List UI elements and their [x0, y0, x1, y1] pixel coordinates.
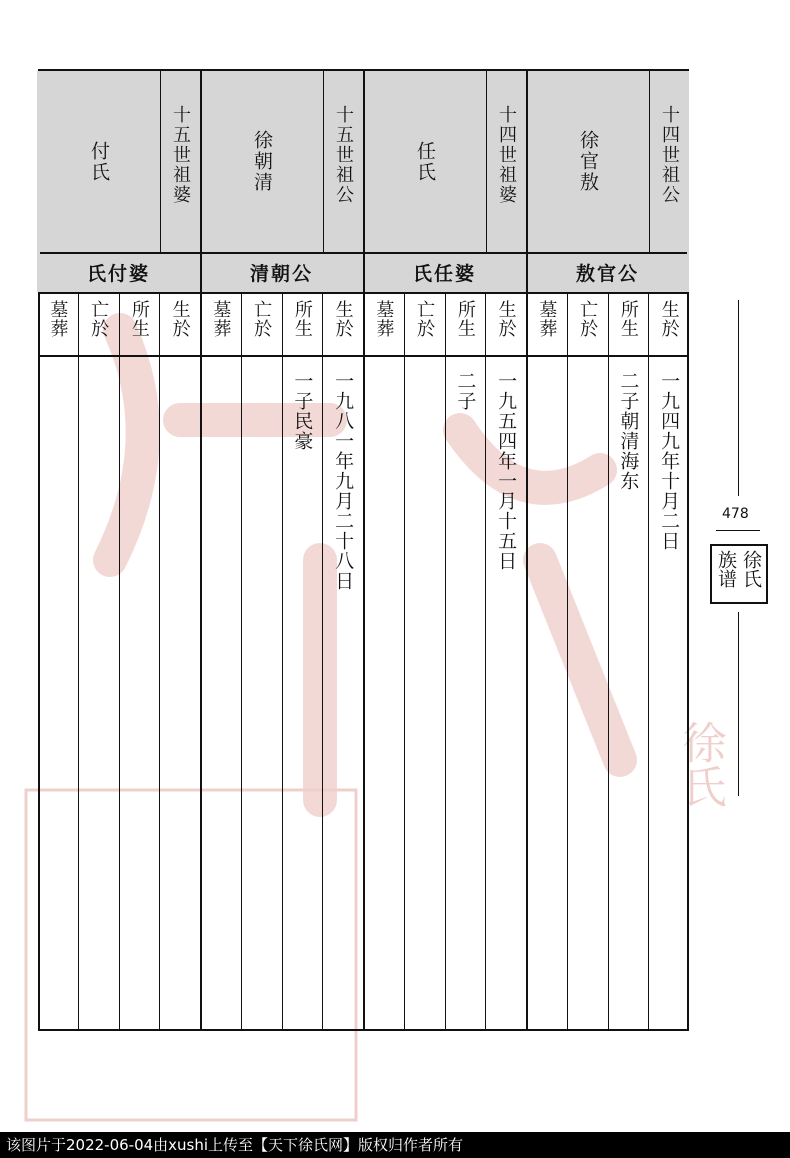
section-title: 氏付婆 [86, 262, 150, 285]
person-name: 徐朝清 [251, 130, 273, 193]
field-label-cell [445, 292, 486, 355]
field-value-cell [363, 355, 404, 1031]
header-divider [486, 71, 487, 252]
field-label: 所生 [291, 300, 313, 338]
field-divider [404, 292, 405, 1031]
generation-label: 十四世祖公 [659, 105, 680, 205]
field-label: 亡於 [88, 300, 110, 338]
field-label-cell [241, 292, 282, 355]
field-divider [567, 292, 568, 1031]
field-value-cell [445, 355, 486, 1031]
person-name: 徐官敖 [577, 130, 599, 193]
row-divider [40, 292, 687, 294]
field-value: 二子朝清海东 [617, 371, 640, 491]
field-value-cell [282, 355, 323, 1031]
generation-label: 十四世祖婆 [496, 105, 517, 205]
field-value-cell [159, 355, 200, 1031]
section-title-cell [526, 252, 689, 292]
field-value-cell [200, 355, 241, 1031]
field-label: 所生 [128, 300, 150, 338]
section-title: 清朝公 [249, 262, 313, 285]
row-divider [40, 252, 687, 254]
generation-label: 十五世祖公 [333, 105, 354, 205]
field-divider [608, 292, 609, 1031]
field-label-cell [526, 292, 567, 355]
field-label-cell [200, 292, 241, 355]
person-name-cell [363, 71, 486, 252]
person-name-cell [526, 71, 649, 252]
field-value-cell [119, 355, 160, 1031]
generation-cell [323, 71, 363, 252]
field-value: 二子 [454, 371, 477, 411]
person-name-cell [37, 71, 160, 252]
seal-text-left: 族谱 [715, 550, 737, 588]
side-rule-top [738, 300, 739, 496]
field-label: 墓葬 [210, 300, 232, 338]
generation-label: 十五世祖婆 [170, 105, 191, 205]
generation-cell [486, 71, 526, 252]
field-value: 一子民豪 [291, 371, 314, 451]
field-value-cell [567, 355, 608, 1031]
header-divider [649, 71, 650, 252]
field-divider [648, 292, 649, 1031]
field-value-cell [648, 355, 689, 1031]
field-label: 墓葬 [373, 300, 395, 338]
field-value-cell [78, 355, 119, 1031]
header-divider [160, 71, 161, 252]
person-name-cell [200, 71, 323, 252]
field-label: 亡於 [414, 300, 436, 338]
side-rule-mid [716, 530, 760, 531]
upload-footer: 该图片于2022-06-04由xushi上传至【天下徐氏网】版权归作者所有 [0, 1132, 790, 1158]
field-value: 一九四九年十月二日 [658, 371, 681, 551]
field-value-cell [404, 355, 445, 1031]
field-label-cell [567, 292, 608, 355]
field-label: 亡於 [577, 300, 599, 338]
field-label: 生於 [495, 300, 517, 338]
field-label-cell [282, 292, 323, 355]
section-title-cell [37, 252, 200, 292]
field-divider [485, 292, 486, 1031]
column-divider [363, 71, 365, 1031]
person-name: 任氏 [414, 140, 436, 183]
field-label-cell [78, 292, 119, 355]
field-divider [282, 292, 283, 1031]
section-title-cell [363, 252, 526, 292]
field-divider [445, 292, 446, 1031]
watermark-text: 徐氏 [674, 720, 726, 808]
page-number: 478 [722, 506, 749, 522]
clan-seal [710, 544, 768, 604]
seal-text-right: 徐氏 [740, 550, 762, 588]
field-label: 生於 [658, 300, 680, 338]
field-divider [241, 292, 242, 1031]
field-label: 墓葬 [536, 300, 558, 338]
field-divider [119, 292, 120, 1031]
column-divider [526, 71, 528, 1031]
field-value-cell [608, 355, 649, 1031]
genealogy-table [38, 69, 689, 1031]
field-label-cell [363, 292, 404, 355]
field-label-cell [648, 292, 689, 355]
generation-cell [160, 71, 200, 252]
row-divider [40, 355, 687, 357]
field-label-cell [485, 292, 526, 355]
field-divider [159, 292, 160, 1031]
field-label-cell [608, 292, 649, 355]
field-label-cell [37, 292, 78, 355]
field-value-cell [526, 355, 567, 1031]
generation-cell [649, 71, 689, 252]
field-divider [78, 292, 79, 1031]
field-label-cell [322, 292, 363, 355]
section-title: 氏任婆 [412, 262, 476, 285]
field-value-cell [322, 355, 363, 1031]
field-label: 生於 [332, 300, 354, 338]
field-value: 一九八一年九月二十八日 [332, 371, 355, 591]
field-value-cell [37, 355, 78, 1031]
field-label: 生於 [169, 300, 191, 338]
field-value: 一九五四年一月十五日 [495, 371, 518, 571]
section-title: 敖官公 [575, 262, 639, 285]
field-divider [322, 292, 323, 1031]
field-label: 所生 [617, 300, 639, 338]
field-label-cell [404, 292, 445, 355]
field-label: 墓葬 [47, 300, 69, 338]
section-title-cell [200, 252, 363, 292]
field-label-cell [159, 292, 200, 355]
field-value-cell [241, 355, 282, 1031]
header-divider [323, 71, 324, 252]
field-label: 亡於 [251, 300, 273, 338]
side-rule-bottom [738, 612, 739, 796]
field-label: 所生 [454, 300, 476, 338]
person-name: 付氏 [88, 140, 110, 183]
column-divider [200, 71, 202, 1031]
field-value-cell [485, 355, 526, 1031]
field-label-cell [119, 292, 160, 355]
